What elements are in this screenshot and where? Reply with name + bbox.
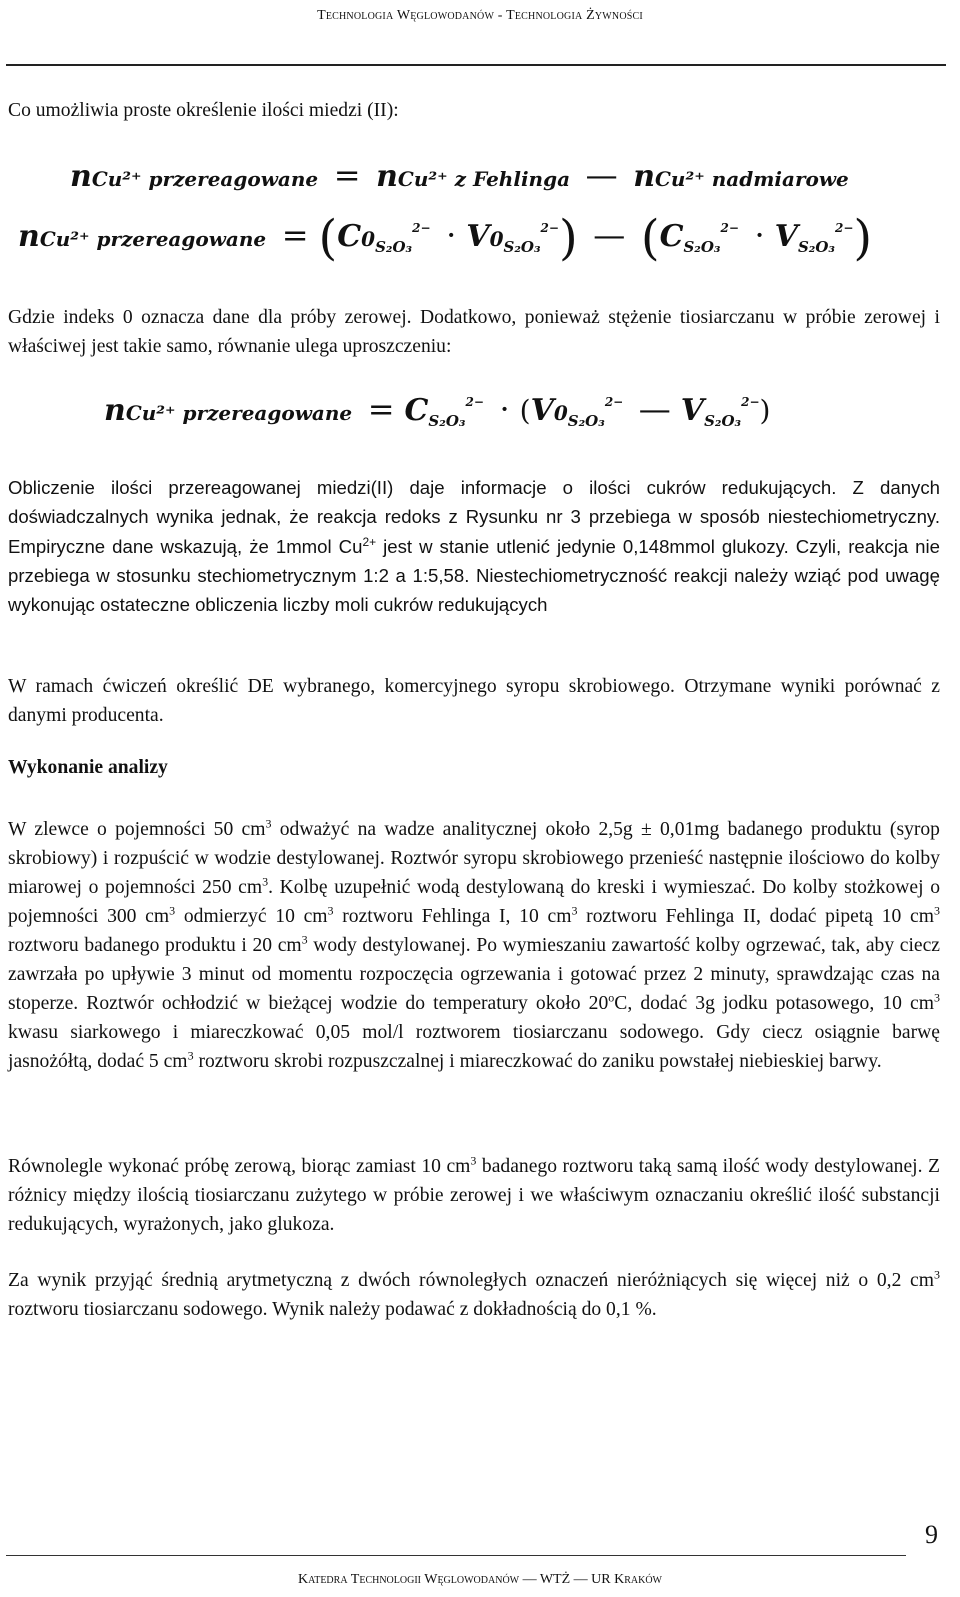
- paragraph-3: W ramach ćwiczeń określić DE wybranego, komercyjnego syropu skrobiowego. Otrzymane wyniki porównać z danymi producenta.: [8, 676, 940, 726]
- paragraph-4: W zlewce o pojemności 50 $cm^3$ odważyć na wadze analitycznej około 2,5g ± 0,01mg badanego produktu (syrop skrobiowy) i rozpuścić w wodzie destylowanej. Roztwór syropu skrobiowego przenieść następnie ilościowo do kolby miarowej o pojemności 250 $cm^3$. Kolbę uzupełnić wodą destylowaną do kreski i wymieszać. Do kolby stożkowej o pojemności 300 $cm^3$ odmierzyć 10 $cm^3$ roztworu Fehlinga I, 10 $cm^3$ roztworu Fehlinga II, dodać pipetą 10 $cm^3$ roztworu badanego produktu i 20 $cm^3$ wody destylowanej. Po wymieszaniu zawartość kolby ogrzewać, tak, aby ciecz zawrzała po upływie 3 minut od momentu rozpoczęcia ogrzewania i gotować przez 2 minuty, sprawdzając czas na stoperze. Roztwór ochłodzić w bieżącej wodzie do temperatury około 20$^o$C, dodać 3g jodku potasowego, 10 $cm^3$ kwasu siarkowego i miareczkować 0,05 mol/l roztworem tiosiarczanu sodowego. Gdy ciecz osiągnie barwę jasnożółtą, dodać 5 $cm^3$ roztworu skrobi rozpuszczalnej i miareczkować do zaniku powstałej niebieskiej barwy.: [8, 816, 941, 1072]
- paragraph-1: Gdzie indeks 0 oznacza dane dla próby zerowej. Dodatkowo, ponieważ stężenie tiosiarczanu w próbie zerowej i właściwej jest takie samo, równanie ulega uproszczeniu:: [8, 307, 940, 357]
- equation-3: nCu²⁺ przereagowane = CS₂O₃$^{2-}$ · (V0S₂O₃$^{2-}$ — VS₂O₃$^{2-}$): [104, 390, 771, 430]
- paragraph-2: Obliczenie ilości przereagowanej miedzi(II) daje informacje o ilości cukrów redukujących. Z danych doświadczalnych wynika jednak, że reakcja redoks z Rysunku nr 3 przebiega w sposób niestechiometryczny. Empiryczne dane wskazują, że 1mmol $Cu^{2+}$ jest w stanie utlenić jedynie 0,148mmol glukozy. Czyli, reakcja nie przebiega w stosunku stechiometrycznym 1:2 a 1:5,58. Niestechiometryczność reakcji należy wziąć pod uwagę wykonując ostateczne obliczenia liczby moli cukrów redukujących: [8, 477, 940, 616]
- footer-rule: [6, 1555, 906, 1556]
- equation-1: nCu²⁺ przereagowane = nCu²⁺ z Fehlinga — nCu²⁺ nadmiarowe: [70, 156, 849, 194]
- page-footer: Katedra Technologii Węglowodanów — WTŻ — UR Kraków: [297, 1572, 662, 1587]
- equation-2: nCu²⁺ przereagowane = (C0S₂O₃$^{2-}$ · V0S₂O₃$^{2-}$) — (CS₂O₃$^{2-}$ · VS₂O₃$^{2-}$): [18, 210, 873, 266]
- page-header: Technologia Węglowodanów - Technologia Żywności: [317, 8, 643, 23]
- section-heading: Wykonanie analizy: [8, 757, 168, 778]
- paragraph-5: Równolegle wykonać próbę zerową, biorąc zamiast 10 $cm^3$ badanego roztworu taką samą ilość wody destylowanej. Z różnicy między ilością tiosiarczanu zużytego w próbie zerowej i we właściwym oznaczaniu określić ilość substancji redukujących, wyrażonych, jako glukoza.: [8, 1153, 940, 1235]
- page-number: 9: [925, 1520, 938, 1549]
- intro-text: Co umożliwia proste określenie ilości miedzi (II):: [8, 100, 399, 121]
- header-rule: [6, 64, 946, 66]
- paragraph-6: Za wynik przyjąć średnią arytmetyczną z dwóch równoległych oznaczeń nieróżniących się więcej niż o 0,2 $cm^3$ roztworu tiosiarczanu sodowego. Wynik należy podawać z dokładnością do 0,1 %.: [8, 1267, 940, 1320]
